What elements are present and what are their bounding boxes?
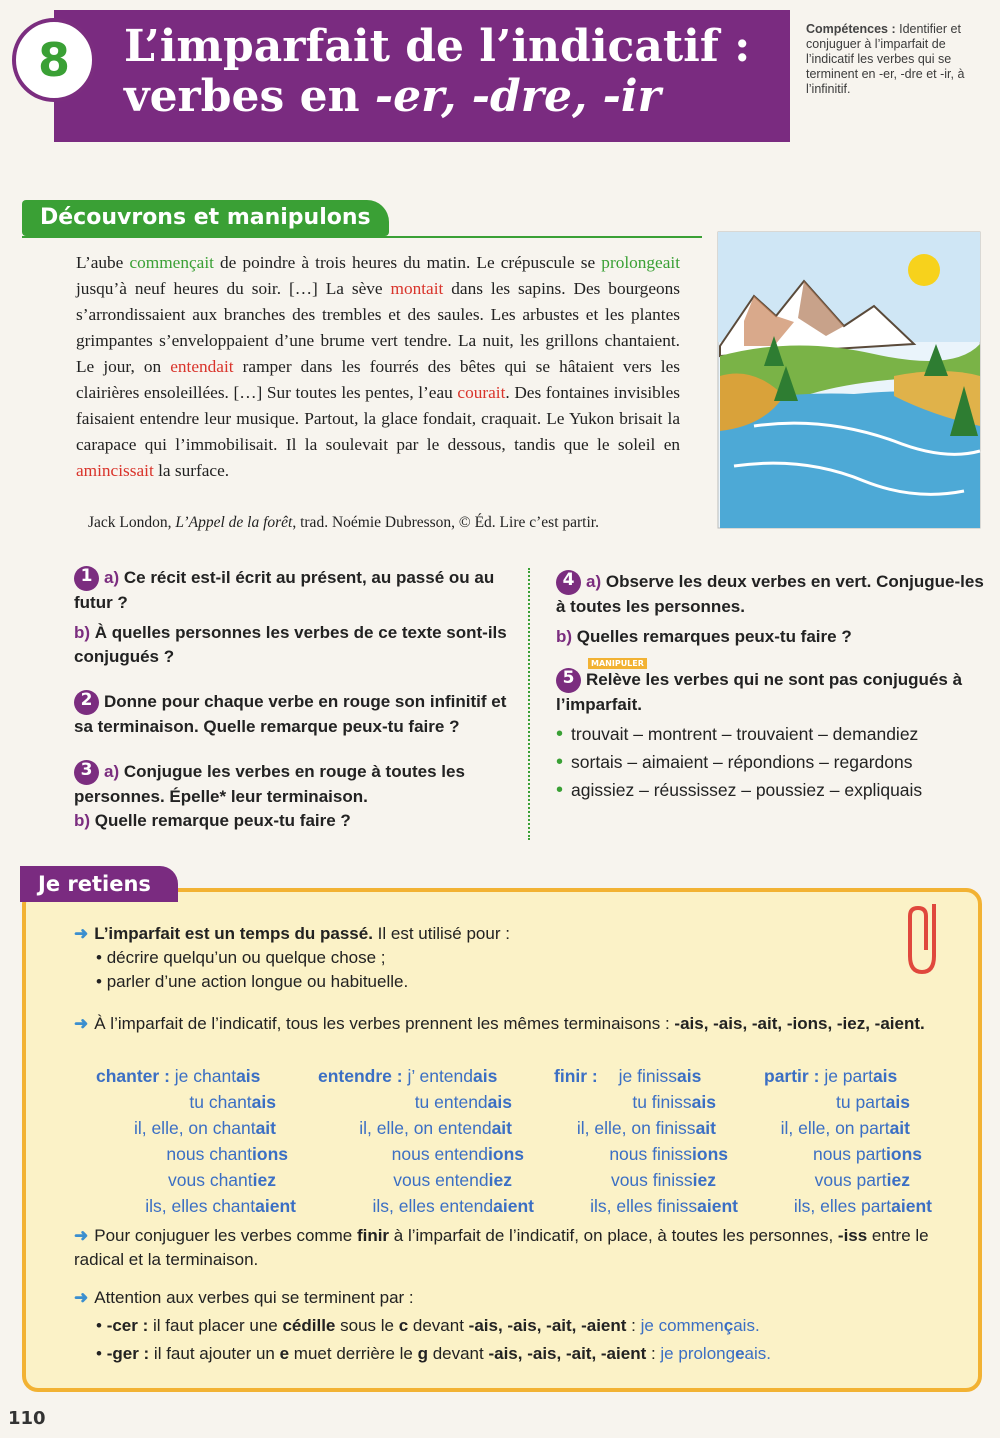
rule-bold: L’imparfait est un temps du passé.: [94, 924, 373, 943]
list-item: • parler d’une action longue ou habituelle.: [96, 972, 409, 991]
list-item-text: sortais – aimaient – répondions – regardons: [571, 752, 913, 772]
conj-stem: il, elle, on finiss: [576, 1118, 696, 1138]
rule-text: Attention aux verbes qui se terminent par :: [94, 1288, 414, 1307]
conj-row: [318, 1063, 534, 1089]
green-verb: commençait: [129, 253, 214, 272]
conjugation-entendre: [318, 1063, 534, 1219]
conj-row: [96, 1115, 296, 1141]
conj-stem: vous chant: [168, 1170, 253, 1190]
conj-ending: ait: [255, 1118, 276, 1138]
citation-work: L’Appel de la forêt: [175, 514, 293, 531]
conj-ending: aient: [697, 1196, 738, 1216]
je-retiens-title: Je retiens: [20, 866, 178, 902]
passage-text: ramper dans les fourrés des bêtes qui se hâtaient vers les clairières ensoleillées. […] Sur toutes les pentes, l’eau: [76, 357, 680, 402]
conj-stem: vous finiss: [610, 1170, 693, 1190]
question-text: Ce récit est-il écrit au présent, au passé ou au futur ?: [74, 568, 495, 613]
conj-stem: tu finiss: [632, 1092, 692, 1112]
conj-ending: ions: [692, 1144, 728, 1164]
rule-bold: -ais, -ais, -ait, -aient: [488, 1344, 647, 1363]
conj-row: [318, 1141, 534, 1167]
conj-stem: tu entend: [414, 1092, 488, 1112]
page-number: 110: [8, 1408, 46, 1429]
reading-passage: [76, 250, 680, 484]
conj-stem: ils, elles entend: [372, 1196, 494, 1216]
question-text: Quelles remarques peux-tu faire ?: [576, 627, 852, 647]
list-item: • agissiez – réussissez – poussiez – expliquais: [556, 779, 923, 801]
rule-bold: -ger :: [106, 1344, 150, 1363]
conj-ending: ais: [885, 1092, 910, 1112]
conj-ending: ais: [236, 1066, 261, 1086]
rule-bold: c: [398, 1316, 409, 1335]
question-5: [556, 668, 988, 717]
rule-bold: -iss: [837, 1226, 868, 1245]
rule-text: :: [626, 1316, 641, 1335]
list-item: • -ger : il faut ajouter un e muet derrière le g devant -ais, -ais, -ait, -aient : je prolongeais.: [96, 1344, 772, 1363]
passage-text: L’aube: [76, 253, 130, 272]
question-text: À quelles personnes les verbes de ce texte sont-ils conjugués ?: [74, 623, 507, 667]
conj-row: [764, 1089, 932, 1115]
passage-text: la surface.: [153, 461, 230, 480]
rule-bold: finir: [356, 1226, 390, 1245]
question-text: Observe les deux verbes en vert. Conjugue-les à toutes les personnes.: [556, 572, 984, 617]
question-sub-label: b): [74, 811, 91, 831]
lesson-number-text: 8: [37, 33, 70, 87]
conj-stem: nous chant: [166, 1144, 253, 1164]
example-highlight: e: [735, 1344, 745, 1363]
conj-stem: je part: [824, 1066, 873, 1086]
conj-ending: aient: [255, 1196, 296, 1216]
rule-2: [74, 1012, 944, 1036]
red-verb: entendait: [170, 357, 234, 376]
example-text: je commen: [640, 1316, 724, 1335]
list-item-text: parler d’une action longue ou habituelle.: [106, 972, 409, 991]
question-3: [74, 760, 510, 833]
conjugation-finir: [554, 1063, 738, 1219]
competences-text: Identifier et conjuguer à l’imparfait de l’indicatif les verbes qui se terminent en -er, -dre et -ir, à l’infinitif.: [806, 22, 965, 96]
section-title: Découvrons et manipulons: [22, 200, 389, 236]
question-number-badge: 3: [74, 760, 99, 785]
rule-text: il faut ajouter un: [149, 1344, 280, 1363]
conj-ending: ais: [872, 1066, 898, 1086]
rule-bold: -ais, -ais, -ait, -aient: [468, 1316, 627, 1335]
page-title: [124, 22, 750, 122]
question-2: [74, 690, 510, 739]
question-text: Quelle remarque peux-tu faire ?: [94, 811, 351, 831]
conjugation-partir: [764, 1063, 932, 1219]
conj-ending: ait: [491, 1118, 512, 1138]
conj-ending: aient: [493, 1196, 534, 1216]
question-text: Relève les verbes qui ne sont pas conjugués à l’imparfait.: [556, 670, 963, 715]
conj-stem: nous entend: [391, 1144, 489, 1164]
example-text: ais.: [733, 1316, 760, 1335]
conj-row: [96, 1089, 296, 1115]
conj-row: [96, 1167, 296, 1193]
passage-text: de poindre à trois heures du matin. Le crépuscule se: [213, 253, 602, 272]
rule-3: [74, 1224, 944, 1272]
conj-stem: tu chant: [189, 1092, 252, 1112]
list-item-text: agissiez – réussissez – poussiez – expliquais: [571, 780, 923, 800]
passage-text: dans les sapins. Des bourgeons s’arrondissaient aux branches des trembles et des saules. Les arbustes et les plantes grimpantes s’enveloppaient d’une brume vert tendre. La nuit, les grillons chantaient. Le jour, on: [76, 279, 680, 376]
question-text: Conjugue les verbes en rouge à toutes les personnes. Épelle* leur terminaison.: [74, 762, 465, 807]
lesson-number: [12, 18, 96, 102]
conj-row: [318, 1193, 534, 1219]
question-sub-label: b): [556, 627, 573, 647]
conj-ending: ions: [886, 1144, 922, 1164]
competences-label: Compétences :: [806, 22, 896, 36]
question-number-badge: 1: [74, 566, 99, 591]
title-line-2-suffixes: -er, -dre, -ir: [374, 71, 661, 122]
conj-stem: tu part: [836, 1092, 886, 1112]
verb-heading: partir :: [764, 1066, 820, 1086]
conj-ending: ais: [251, 1092, 276, 1112]
conj-ending: aient: [891, 1196, 932, 1216]
conj-ending: iez: [488, 1170, 512, 1190]
rule-bold: g: [417, 1344, 428, 1363]
rule-text: devant: [427, 1344, 489, 1363]
conj-stem: nous part: [813, 1144, 887, 1164]
competences-box: [806, 22, 986, 97]
red-verb: courait: [457, 383, 506, 402]
conj-ending: ions: [252, 1144, 288, 1164]
conj-stem: il, elle, on chant: [133, 1118, 256, 1138]
conj-row: [554, 1063, 738, 1089]
conj-row: [764, 1193, 932, 1219]
rule-bold: cédille: [282, 1316, 336, 1335]
question-4: [556, 570, 988, 649]
conj-row: [318, 1089, 534, 1115]
conj-row: [554, 1193, 738, 1219]
rule-bold: -cer :: [106, 1316, 149, 1335]
question-number-badge: 2: [74, 690, 99, 715]
rule-text: sous le: [335, 1316, 399, 1335]
rule-text: entre le radical et la terminaison.: [74, 1226, 929, 1269]
conj-row: [764, 1167, 932, 1193]
list-item: • sortais – aimaient – répondions – regardons: [556, 751, 913, 773]
conj-ending: ait: [695, 1118, 716, 1138]
conj-stem: nous finiss: [609, 1144, 693, 1164]
conj-row: [318, 1115, 534, 1141]
conj-stem: je chant: [174, 1066, 237, 1086]
conj-stem: vous part: [814, 1170, 887, 1190]
rule-text: À l’imparfait de l’indicatif, tous les verbes prennent les mêmes terminaisons :: [94, 1014, 675, 1033]
rule-bold: e: [279, 1344, 290, 1363]
conj-row: [96, 1193, 296, 1219]
citation-rest: , trad. Noémie Dubresson, © Éd. Lire c’est partir.: [292, 514, 599, 531]
green-verb: prolongeait: [601, 253, 680, 272]
rule-text: à l’imparfait de l’indicatif, on place, à toutes les personnes,: [389, 1226, 838, 1245]
conj-stem: vous entend: [393, 1170, 489, 1190]
rule-text: muet derrière le: [289, 1344, 418, 1363]
question-1: [74, 566, 510, 669]
conj-stem: ils, elles part: [793, 1196, 892, 1216]
question-text: Donne pour chaque verbe en rouge son infinitif et sa terminaison. Quelle remarque peux-tu faire ?: [74, 692, 507, 737]
conj-row: [764, 1063, 932, 1089]
question-sub-label: a): [104, 762, 120, 781]
example-highlight: ç: [723, 1316, 734, 1335]
rule-text: il faut placer une: [148, 1316, 283, 1335]
passage-text: jusqu’à neuf heures du soir. […] La sève: [76, 279, 391, 298]
list-item-text: décrire quelqu’un ou quelque chose ;: [106, 948, 386, 967]
question-sub-label: a): [104, 568, 120, 587]
conj-ending: ions: [488, 1144, 524, 1164]
question-number-badge: 5: [556, 668, 581, 693]
rule-text: devant: [408, 1316, 469, 1335]
conj-row: [554, 1167, 738, 1193]
arrow-icon: ➜: [74, 924, 89, 943]
rule-text: Pour conjuguer les verbes comme: [94, 1226, 357, 1245]
citation-author: Jack London,: [88, 514, 176, 531]
title-line-1: L’imparfait de l’indicatif :: [124, 21, 751, 72]
column-divider: [528, 568, 530, 840]
list-item-text: trouvait – montrent – trouvaient – demandiez: [571, 724, 919, 744]
conj-ending: ais: [676, 1066, 702, 1086]
conj-stem: je finiss: [618, 1066, 677, 1086]
conj-row: [764, 1115, 932, 1141]
manipuler-tag: MANIPULER: [588, 658, 647, 669]
question-number-badge: 4: [556, 570, 581, 595]
conj-ending: iez: [886, 1170, 910, 1190]
arrow-icon: ➜: [74, 1014, 89, 1033]
rule-1: [74, 922, 934, 994]
arrow-icon: ➜: [74, 1288, 89, 1307]
conj-ending: iez: [692, 1170, 716, 1190]
conj-row: [764, 1141, 932, 1167]
rule-text: :: [646, 1344, 661, 1363]
landscape-illustration: [714, 226, 984, 532]
section-rule: [22, 236, 702, 238]
conj-stem: j’ entend: [407, 1066, 473, 1086]
rule-endings: -ais, -ais, -ait, -ions, -iez, -aient.: [674, 1014, 925, 1033]
verb-heading: chanter :: [96, 1066, 170, 1086]
conj-ending: iez: [252, 1170, 276, 1190]
conj-row: [554, 1089, 738, 1115]
conj-ending: ais: [487, 1092, 512, 1112]
verb-heading: entendre :: [318, 1066, 403, 1086]
conj-stem: ils, elles finiss: [590, 1196, 698, 1216]
conj-stem: ils, elles chant: [145, 1196, 256, 1216]
title-line-2: [124, 72, 750, 122]
example-text: ais.: [744, 1344, 772, 1363]
question-sub-label: a): [586, 572, 602, 591]
conj-row: [554, 1115, 738, 1141]
question-sub-label: b): [74, 623, 91, 643]
rule-4: [74, 1286, 944, 1366]
rule-text: Il est utilisé pour :: [372, 924, 510, 943]
conj-row: [318, 1167, 534, 1193]
list-item: • trouvait – montrent – trouvaient – demandiez: [556, 723, 919, 745]
conj-ending: ait: [889, 1118, 910, 1138]
arrow-icon: ➜: [74, 1226, 89, 1245]
red-verb: amincissait: [76, 461, 154, 480]
conj-row: [554, 1141, 738, 1167]
verb-list: [556, 720, 988, 804]
example-text: je prolong: [660, 1344, 736, 1363]
verb-heading: finir :: [554, 1066, 598, 1086]
conj-stem: il, elle, on entend: [359, 1118, 492, 1138]
conjugation-chanter: [96, 1063, 296, 1219]
citation: [88, 514, 688, 532]
conj-row: [96, 1063, 296, 1089]
red-verb: montait: [390, 279, 444, 298]
list-item: • -cer : il faut placer une cédille sous le c devant -ais, -ais, -ait, -aient : je commençais.: [96, 1316, 760, 1335]
passage-text: . Des fontaines invisibles faisaient entendre leur musique. Partout, la glace fondait, craquait. Le Yukon brisait la carapace qui l’immobilisait. Il la soulevait par le dessous, tandis que le soleil en: [76, 383, 681, 454]
conj-ending: ais: [691, 1092, 716, 1112]
sun-icon: [908, 254, 940, 286]
conj-ending: ais: [473, 1066, 498, 1086]
title-line-2-prefix: verbes en: [124, 71, 375, 122]
list-item: • décrire quelqu’un ou quelque chose ;: [96, 948, 386, 967]
conj-row: [96, 1141, 296, 1167]
conj-stem: il, elle, on part: [780, 1118, 890, 1138]
